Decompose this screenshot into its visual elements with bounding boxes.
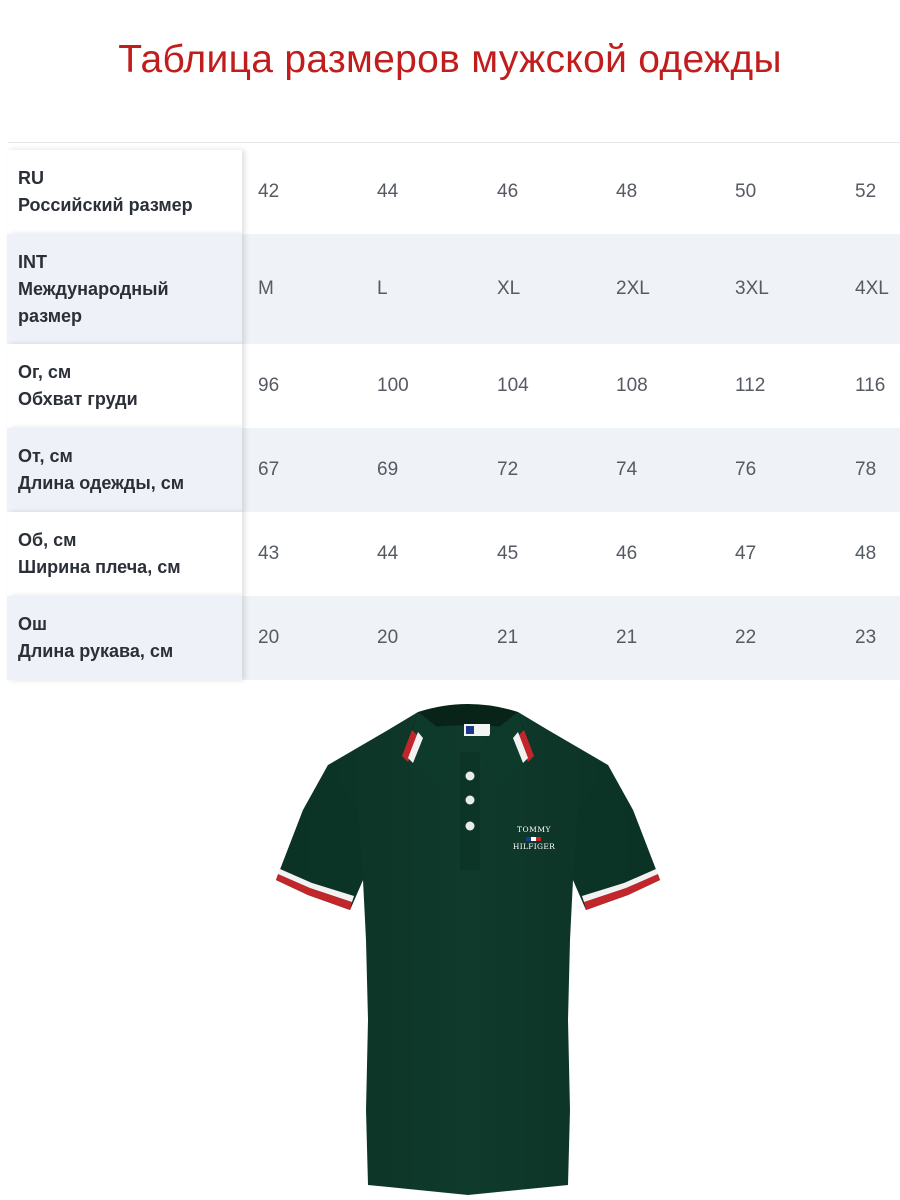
table-cell: 44 (377, 181, 399, 202)
row-code: INT (18, 251, 47, 272)
table-cell: 23 (855, 627, 877, 648)
table-cell: 42 (258, 181, 280, 202)
row-code: RU (18, 168, 44, 188)
button (466, 772, 475, 781)
row-desc: Ширина плеча, см (18, 557, 181, 577)
placket (460, 752, 480, 870)
table-row (7, 150, 900, 234)
table-cell: 76 (735, 459, 757, 480)
table-cell: 100 (377, 375, 409, 396)
table-cell: 74 (616, 459, 638, 480)
row-desc: Длина рукава, см (18, 641, 174, 661)
table-cell: L (377, 278, 388, 299)
table-row (7, 234, 900, 344)
button (466, 796, 475, 805)
table-cell: 45 (497, 543, 519, 564)
table-cell: 48 (855, 543, 877, 564)
table-cell: 21 (497, 627, 519, 648)
table-cell: 47 (735, 543, 757, 564)
brand-logo-line1: TOMMY (517, 825, 551, 834)
table-cell: 48 (616, 181, 638, 202)
row-label (7, 428, 242, 512)
row-desc: Длина одежды, см (18, 473, 185, 493)
table-cell: 20 (377, 627, 399, 648)
size-table (7, 150, 900, 680)
table-cell: 116 (855, 375, 886, 396)
table-cell: 52 (855, 181, 877, 202)
table-cell: 108 (616, 375, 648, 396)
row-desc: Обхват груди (18, 389, 138, 409)
row-code: Ог, см (18, 362, 72, 382)
table-cell: 96 (258, 375, 280, 396)
table-cell: 21 (616, 627, 638, 648)
row-code: От, см (18, 446, 73, 466)
table-cell: 50 (735, 181, 757, 202)
brand-logo-line2: HILFIGER (512, 842, 556, 851)
row-desc: Международный размер (18, 278, 169, 326)
table-cell: 69 (377, 459, 399, 480)
row-label (7, 234, 242, 344)
neck-label-logo (466, 726, 474, 734)
table-cell: 104 (497, 375, 529, 396)
row-label (7, 596, 242, 680)
page-title: Таблица размеров мужской одежды (118, 38, 782, 81)
row-label (7, 344, 242, 428)
brand-flag-blue (526, 837, 531, 841)
table-cell: 22 (735, 627, 757, 648)
table-cell: 20 (258, 627, 280, 648)
table-cell: 67 (258, 459, 280, 480)
row-label (7, 150, 242, 234)
table-cell: 4XL (855, 278, 889, 299)
brand-flag-red (536, 837, 541, 841)
table-cell: XL (497, 278, 521, 299)
row-code: Ош (18, 614, 48, 634)
divider (8, 142, 900, 143)
table-cell: 46 (616, 543, 638, 564)
polo-shirt-image (268, 690, 668, 1195)
table-row (7, 428, 900, 512)
table-row (7, 596, 900, 680)
table-cell: 46 (497, 181, 519, 202)
row-label (7, 512, 242, 596)
table-row (7, 344, 900, 428)
row-code: Об, см (18, 530, 77, 550)
button (466, 822, 475, 831)
table-cell: M (258, 278, 274, 299)
table-cell: 2XL (616, 278, 650, 299)
row-desc: Российский размер (18, 195, 193, 215)
table-cell: 72 (497, 459, 519, 480)
table-cell: 3XL (735, 278, 769, 299)
table-cell: 112 (735, 375, 766, 396)
table-cell: 44 (377, 543, 399, 564)
table-cell: 78 (855, 459, 877, 480)
brand-flag-white (531, 837, 536, 841)
table-row (7, 512, 900, 596)
table-cell: 43 (258, 543, 280, 564)
